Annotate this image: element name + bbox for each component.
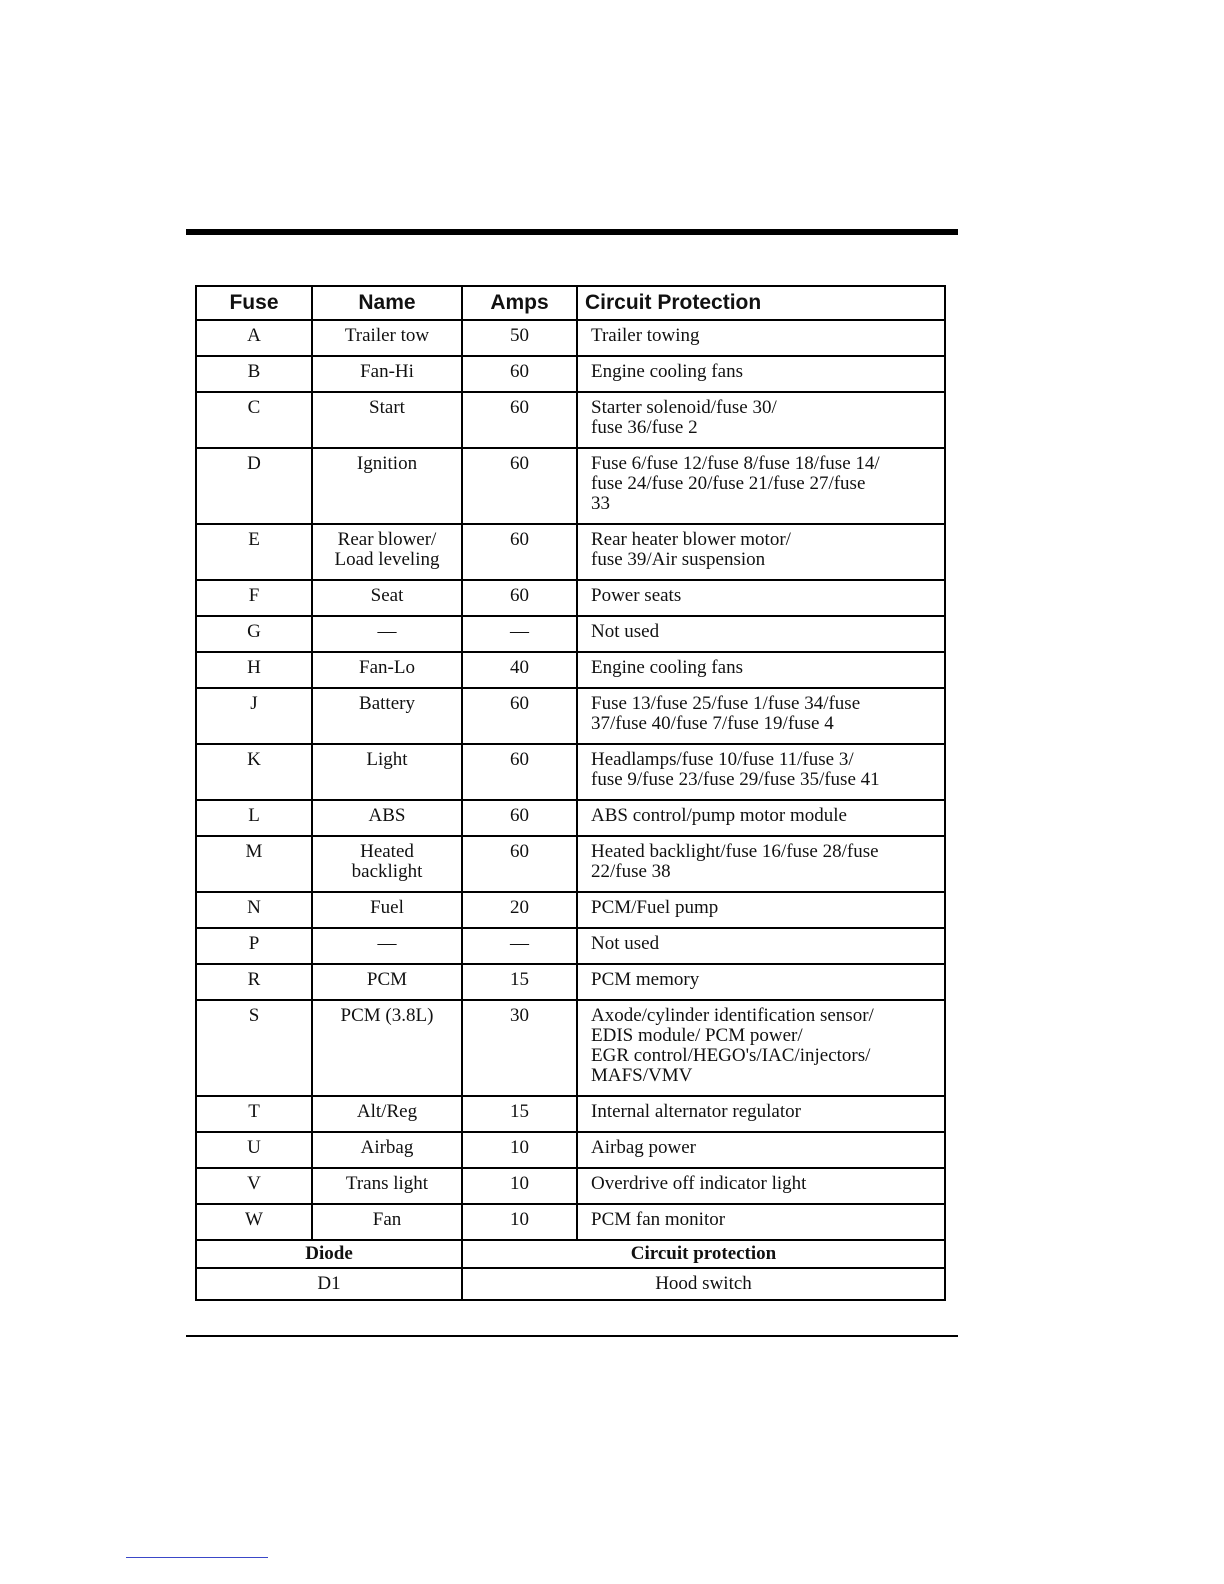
name-cell: Fan <box>312 1204 462 1240</box>
protection-cell: Internal alternator regulator <box>577 1096 945 1132</box>
fuse-table <box>195 285 946 1301</box>
name-cell: Trans light <box>312 1168 462 1204</box>
header-fuse: Fuse <box>196 286 312 320</box>
amps-cell: 60 <box>462 836 577 892</box>
table-row <box>196 892 945 928</box>
fuse-cell: J <box>196 688 312 744</box>
amps-cell: 60 <box>462 448 577 524</box>
amps-cell: 60 <box>462 580 577 616</box>
amps-cell: 40 <box>462 652 577 688</box>
footer-link-line <box>126 1557 268 1558</box>
name-cell: Ignition <box>312 448 462 524</box>
protection-cell: Fuse 6/fuse 12/fuse 8/fuse 18/fuse 14/ fuse 24/fuse 20/fuse 21/fuse 27/fuse 33 <box>577 448 945 524</box>
table-row <box>196 1168 945 1204</box>
name-cell: Alt/Reg <box>312 1096 462 1132</box>
protection-cell: Heated backlight/fuse 16/fuse 28/fuse 22/fuse 38 <box>577 836 945 892</box>
table-row <box>196 320 945 356</box>
table-row <box>196 524 945 580</box>
fuse-cell: N <box>196 892 312 928</box>
table-row <box>196 964 945 1000</box>
fuse-cell: V <box>196 1168 312 1204</box>
name-cell: Airbag <box>312 1132 462 1168</box>
diode-header: Diode <box>196 1240 462 1268</box>
table-row <box>196 688 945 744</box>
table-row <box>196 652 945 688</box>
table-row <box>196 836 945 892</box>
amps-cell: 60 <box>462 392 577 448</box>
name-cell: Fuel <box>312 892 462 928</box>
fuse-cell: E <box>196 524 312 580</box>
protection-cell: Axode/cylinder identification sensor/ EDIS module/ PCM power/ EGR control/HEGO's/IAC/injectors/ MAFS/VMV <box>577 1000 945 1096</box>
table-row <box>196 392 945 448</box>
protection-cell: Fuse 13/fuse 25/fuse 1/fuse 34/fuse 37/fuse 40/fuse 7/fuse 19/fuse 4 <box>577 688 945 744</box>
fuse-cell: T <box>196 1096 312 1132</box>
amps-cell: 60 <box>462 800 577 836</box>
table-row <box>196 1096 945 1132</box>
name-cell: Fan-Hi <box>312 356 462 392</box>
name-cell: Battery <box>312 688 462 744</box>
protection-cell: Headlamps/fuse 10/fuse 11/fuse 3/ fuse 9/fuse 23/fuse 29/fuse 35/fuse 41 <box>577 744 945 800</box>
header-circuit-protection: Circuit Protection <box>577 286 945 320</box>
table-row <box>196 744 945 800</box>
fuse-cell: W <box>196 1204 312 1240</box>
bottom-rule <box>186 1335 958 1337</box>
name-cell: PCM (3.8L) <box>312 1000 462 1096</box>
protection-cell: Trailer towing <box>577 320 945 356</box>
amps-cell: 50 <box>462 320 577 356</box>
amps-cell: 10 <box>462 1132 577 1168</box>
name-cell: Heated backlight <box>312 836 462 892</box>
table-row <box>196 356 945 392</box>
table-row <box>196 1204 945 1240</box>
table-row <box>196 928 945 964</box>
fuse-cell: L <box>196 800 312 836</box>
amps-cell: 60 <box>462 524 577 580</box>
diode-header-row <box>196 1240 945 1268</box>
fuse-cell: G <box>196 616 312 652</box>
protection-cell: Engine cooling fans <box>577 356 945 392</box>
amps-cell: 20 <box>462 892 577 928</box>
table-header-row <box>196 286 945 320</box>
name-cell: — <box>312 928 462 964</box>
amps-cell: — <box>462 928 577 964</box>
fuse-cell: R <box>196 964 312 1000</box>
protection-cell: Not used <box>577 928 945 964</box>
header-amps: Amps <box>462 286 577 320</box>
protection-cell: Power seats <box>577 580 945 616</box>
name-cell: Trailer tow <box>312 320 462 356</box>
header-name: Name <box>312 286 462 320</box>
name-cell: ABS <box>312 800 462 836</box>
fuse-cell: S <box>196 1000 312 1096</box>
fuse-cell: F <box>196 580 312 616</box>
amps-cell: 60 <box>462 688 577 744</box>
protection-cell: PCM memory <box>577 964 945 1000</box>
amps-cell: 10 <box>462 1204 577 1240</box>
diode-protection-header: Circuit protection <box>462 1240 945 1268</box>
diode-row <box>196 1268 945 1300</box>
diode-protection: Hood switch <box>462 1268 945 1300</box>
diode-id: D1 <box>196 1268 462 1300</box>
top-rule <box>186 229 958 235</box>
fuse-cell: P <box>196 928 312 964</box>
protection-cell: PCM/Fuel pump <box>577 892 945 928</box>
amps-cell: 60 <box>462 356 577 392</box>
amps-cell: — <box>462 616 577 652</box>
fuse-cell: B <box>196 356 312 392</box>
protection-cell: ABS control/pump motor module <box>577 800 945 836</box>
protection-cell: Overdrive off indicator light <box>577 1168 945 1204</box>
protection-cell: Airbag power <box>577 1132 945 1168</box>
protection-cell: PCM fan monitor <box>577 1204 945 1240</box>
amps-cell: 30 <box>462 1000 577 1096</box>
protection-cell: Rear heater blower motor/ fuse 39/Air suspension <box>577 524 945 580</box>
table-row <box>196 1132 945 1168</box>
fuse-cell: C <box>196 392 312 448</box>
protection-cell: Not used <box>577 616 945 652</box>
name-cell: PCM <box>312 964 462 1000</box>
name-cell: Seat <box>312 580 462 616</box>
protection-cell: Engine cooling fans <box>577 652 945 688</box>
name-cell: Start <box>312 392 462 448</box>
table-row <box>196 616 945 652</box>
name-cell: — <box>312 616 462 652</box>
fuse-cell: A <box>196 320 312 356</box>
table-row <box>196 800 945 836</box>
table-row <box>196 580 945 616</box>
name-cell: Rear blower/ Load leveling <box>312 524 462 580</box>
name-cell: Light <box>312 744 462 800</box>
protection-cell: Starter solenoid/fuse 30/ fuse 36/fuse 2 <box>577 392 945 448</box>
name-cell: Fan-Lo <box>312 652 462 688</box>
fuse-cell: H <box>196 652 312 688</box>
amps-cell: 60 <box>462 744 577 800</box>
amps-cell: 15 <box>462 964 577 1000</box>
table-row <box>196 448 945 524</box>
amps-cell: 15 <box>462 1096 577 1132</box>
amps-cell: 10 <box>462 1168 577 1204</box>
fuse-cell: K <box>196 744 312 800</box>
fuse-cell: D <box>196 448 312 524</box>
table-row <box>196 1000 945 1096</box>
fuse-cell: M <box>196 836 312 892</box>
fuse-cell: U <box>196 1132 312 1168</box>
